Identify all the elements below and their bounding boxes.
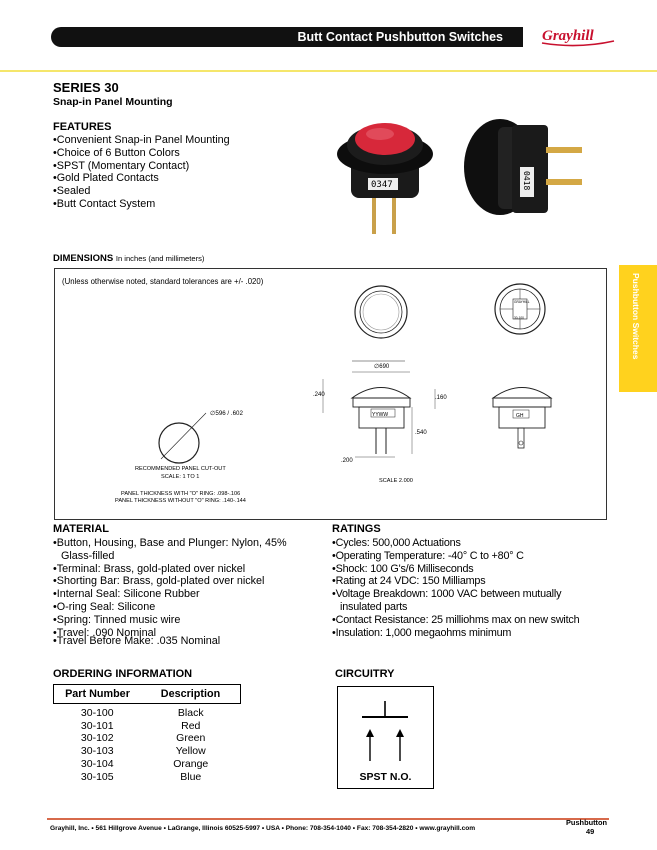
body-mark-1: YYWW [372, 412, 389, 418]
photo-marking-side: 0418 [522, 171, 531, 191]
top-mark-2: 30-100 [514, 316, 524, 320]
col-description: Description [141, 685, 241, 704]
part-description: Black [177, 707, 204, 719]
circuitry-heading: CIRCUITRY [335, 668, 395, 680]
table-row [54, 720, 241, 733]
dim-240: .240 [313, 392, 325, 398]
ordering-heading: ORDERING INFORMATION [53, 668, 193, 680]
material-heading: MATERIAL [53, 523, 110, 535]
part-number: 30-100 [80, 707, 114, 719]
list-item: • Cycles: 500,000 Actuations [332, 537, 602, 550]
series-subtitle: Snap-in Panel Mounting [53, 96, 173, 108]
list-item: • Convenient Snap-in Panel Mounting [53, 134, 230, 147]
list-item: • Travel Before Make: .035 Nominal [53, 635, 303, 648]
features-heading: FEATURES [53, 121, 112, 133]
circuit-label: SPST N.O. [359, 771, 412, 783]
cutout-dia-value: 596 / .602 [215, 410, 243, 417]
tolerance-note: (Unless otherwise noted, standard tolerances are +/- .020) [62, 277, 264, 286]
part-number: 30-105 [80, 770, 114, 783]
part-number: 30-104 [80, 757, 114, 770]
list-item: • Choice of 6 Button Colors [53, 147, 230, 160]
thickness-with: PANEL THICKNESS WITH "O" RING: .098-.106 [121, 491, 241, 497]
part-description: Blue [180, 770, 202, 783]
body-mark-2: GH [516, 413, 524, 419]
page-title: Butt Contact Pushbutton Switches [297, 30, 503, 44]
footer-section: Pushbutton [566, 818, 608, 827]
dim-160: .160 [435, 395, 447, 401]
ratings-heading: RATINGS [332, 523, 381, 535]
table-row [54, 771, 241, 784]
list-item: • Travel: .090 Nominal [53, 627, 303, 640]
circuit-diagram [337, 686, 434, 789]
part-number: 30-103 [80, 745, 114, 758]
ratings-list [332, 537, 602, 639]
dia-690-value: 690 [379, 364, 390, 370]
list-item: • Gold Plated Contacts [53, 172, 230, 185]
side-tab-label: Pushbutton Switches [631, 273, 641, 360]
grayhill-logo [538, 23, 618, 49]
list-item: • Button, Housing, Base and Plunger: Nylon, 45% Glass-filled [53, 537, 303, 563]
list-item: • Terminal: Brass, gold-plated over nickel [53, 563, 303, 576]
part-number: 30-101 [80, 719, 114, 732]
dimensions-note: In inches (and millimeters) [115, 254, 205, 263]
list-item: • Sealed [53, 185, 230, 198]
list-item: • Internal Seal: Silicone Rubber [53, 588, 303, 601]
part-description: Yellow [175, 745, 206, 758]
dimension-drawings [55, 269, 605, 517]
table-row [54, 758, 241, 771]
list-item: • Insulation: 1,000 megaohms minimum [332, 627, 602, 640]
list-item: • Shorting Bar: Brass, gold-plated over nickel [53, 575, 303, 588]
footer-rule [47, 818, 609, 820]
dimensions-heading [53, 253, 204, 264]
list-item: • Spring: Tinned music wire [53, 614, 303, 627]
table-row [54, 704, 241, 720]
list-item: • Operating Temperature: -40° C to +80° C [332, 550, 602, 563]
part-description: Green [176, 732, 206, 745]
list-item: • Contact Resistance: 25 milliohms max on new switch [332, 614, 602, 627]
table-row [54, 745, 241, 758]
cutout-dia: ∅596 / .602 [210, 410, 243, 417]
part-number: 30-102 [80, 732, 114, 745]
top-mark-1: GRAYHILL [514, 300, 530, 304]
list-item: • Rating at 24 VDC: 150 Milliamps [332, 575, 602, 588]
cutout-scale: SCALE: 1 TO 1 [161, 474, 200, 480]
thickness-without: PANEL THICKNESS WITHOUT "O" RING: .140-.144 [115, 498, 246, 504]
ordering-table [53, 684, 241, 783]
table-row [54, 732, 241, 745]
list-item: • Voltage Breakdown: 1000 VAC between mutually insulated parts [332, 588, 602, 614]
scale-2: SCALE 2.000 [379, 478, 413, 484]
svg-text:Grayhill: Grayhill [542, 28, 594, 44]
part-description: Orange [173, 757, 209, 770]
part-description: Red [181, 719, 201, 732]
page-number: 49 [586, 827, 595, 836]
list-item: • SPST (Momentary Contact) [53, 160, 230, 173]
list-item: • O-ring Seal: Silicone [53, 601, 303, 614]
dia-690: ∅690 [374, 364, 390, 370]
series-title: SERIES 30 [53, 80, 119, 95]
list-item: • Butt Contact System [53, 198, 230, 211]
col-part-number: Part Number [54, 685, 142, 704]
list-item: • Shock: 100 G's/6 Milliseconds [332, 563, 602, 576]
switch-symbol [338, 687, 433, 767]
photo-marking: 0347 [371, 180, 393, 190]
dimensions-title: DIMENSIONS [53, 253, 114, 264]
footer-address: Grayhill, Inc. • 561 Hillgrove Avenue • LaGrange, Illinois 60525-5997 • USA • Phone: 708-354-1040 • Fax: 708-354-2820 • www.grayhill.com [50, 825, 476, 832]
product-photo-side [460, 115, 600, 225]
dim-540: .540 [415, 430, 427, 436]
features-list [53, 134, 230, 211]
dim-200: .200 [341, 458, 353, 464]
side-tab [619, 265, 657, 392]
product-photo-front [325, 110, 445, 238]
header-rule [0, 70, 657, 72]
cutout-label: RECOMMENDED PANEL CUT-OUT [135, 466, 226, 472]
material-list [53, 537, 303, 648]
